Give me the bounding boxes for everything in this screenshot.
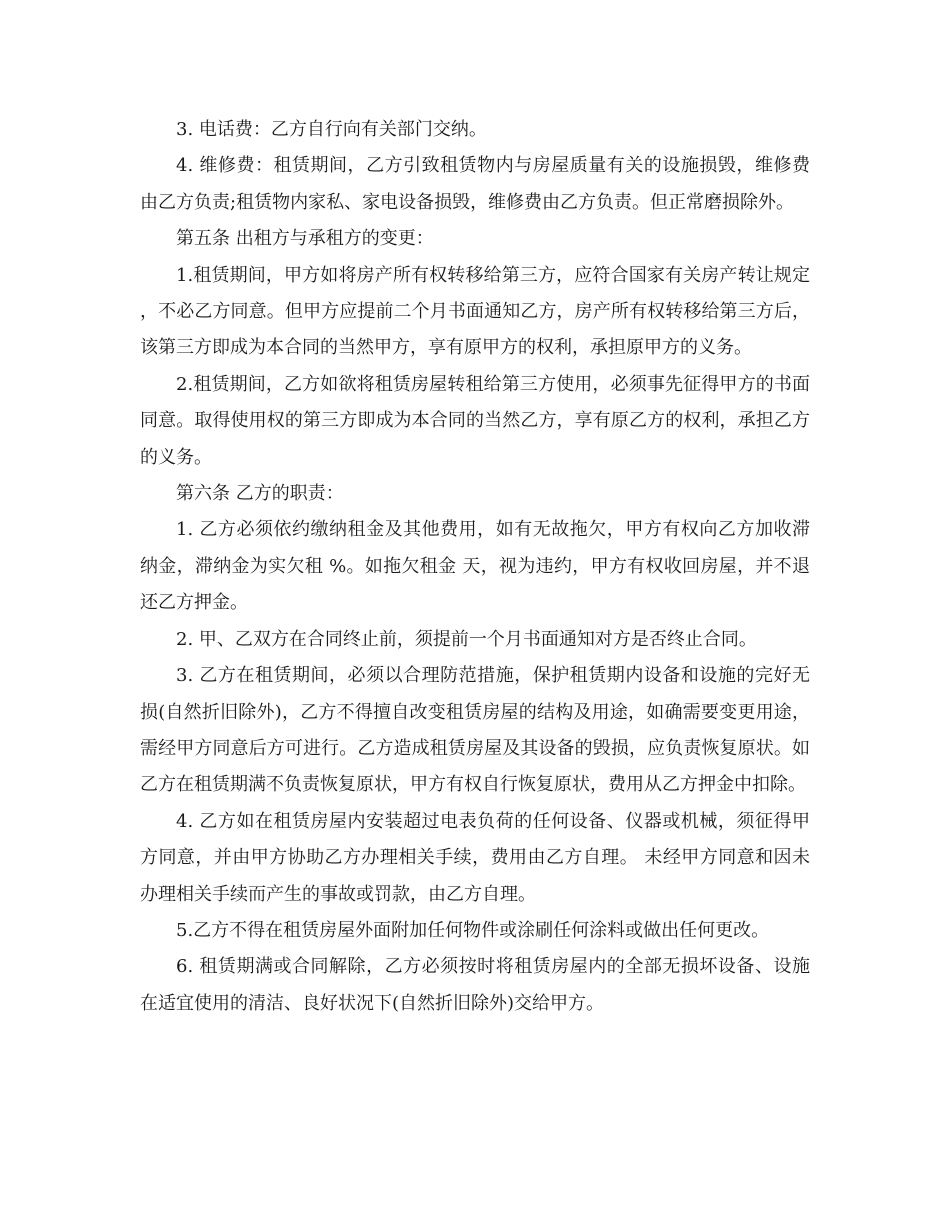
article-6-clause-2: 2. 甲、乙双方在合同终止前，须提前一个月书面通知对方是否终止合同。 [176, 628, 757, 650]
article-5-clause-2: 2.租赁期间，乙方如欲将租赁房屋转租给第三方使用，必须事先征得甲方的书面同意。取得使用权的第三方即成为本合同的当然乙方，享有原乙方的权利，承担乙方的义务。 [140, 373, 810, 468]
article-5-clause-1: 1.租赁期间，甲方如将房产所有权转移给第三方，应符合国家有关房产转让规定，不必乙方同意。但甲方应提前二个月书面通知乙方，房产所有权转移给第三方后，该第三方即成为本合同的当然甲方，享有原甲方的权利，承担原甲方的义务。 [140, 264, 810, 359]
document-page [140, 112, 810, 1022]
paragraph-phone-fee: 3. 电话费：乙方自行向有关部门交纳。 [176, 119, 487, 140]
article-6-heading: 第六条 乙方的职责： [176, 483, 344, 505]
article-6-clause-1: 1. 乙方必须依约缴纳租金及其他费用，如有无故拖欠，甲方有权向乙方加收滞纳金，滞纳金为实欠租 %。如拖欠租金 天，视为违约，甲方有权收回房屋，并不退还乙方押金。 [140, 519, 810, 614]
article-6-clause-5: 5.乙方不得在租赁房屋外面附加任何物件或涂刷任何涂料或做出任何更改。 [176, 919, 770, 941]
article-6-clause-3: 3. 乙方在租赁期间，必须以合理防范措施，保护租赁期内设备和设施的完好无损(自然折旧除外)，乙方不得擅自改变租赁房屋的结构及用途，如确需要变更用途，需经甲方同意后方可进行。乙方造成租赁房屋及其设备的毁损，应负责恢复原状。如乙方在租赁期满不负责恢复原状，甲方有权自行恢复原状，费用从乙方押金中扣除。 [140, 665, 810, 796]
article-6-clause-6: 6. 租赁期满或合同解除，乙方必须按时将租赁房屋内的全部无损坏设备、设施在适宜使用的清洁、良好状况下(自然折旧除外)交给甲方。 [140, 956, 810, 1014]
article-6-clause-4: 4. 乙方如在租赁房屋内安装超过电表负荷的任何设备、仪器或机械，须征得甲方同意，并由甲方协助乙方办理相关手续，费用由乙方自理。 未经甲方同意和因未办理相关手续而产生的事故或罚款，由乙方自理。 [140, 810, 810, 905]
paragraph-repair-fee: 4. 维修费：租赁期间，乙方引致租赁物内与房屋质量有关的设施损毁，维修费由乙方负责;租赁物内家私、家电设备损毁，维修费由乙方负责。但正常磨损除外。 [140, 155, 810, 213]
article-5-heading: 第五条 出租方与承租方的变更： [176, 228, 434, 250]
